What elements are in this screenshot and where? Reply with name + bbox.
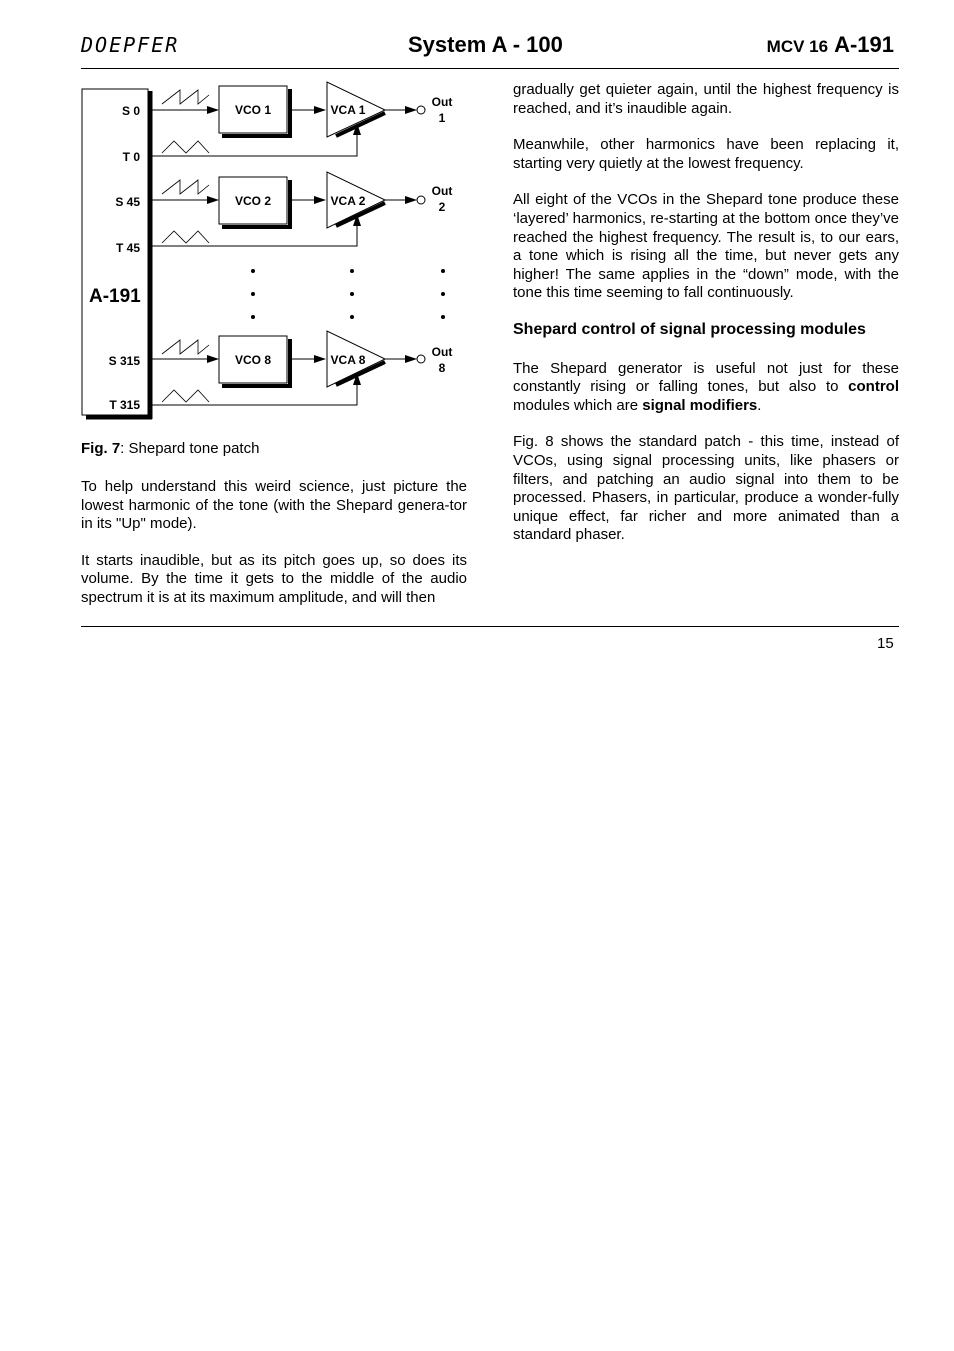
out-2-jack [417,196,425,204]
saw-wave-icon [162,90,209,104]
mcv-label: MCV 16 [766,37,829,56]
out-2-label: Out [431,184,453,198]
right-column [513,81,899,563]
paragraph: Meanwhile, other harmonics have been replacing it, starting very quietly at the lowest frequency. [513,136,899,172]
jack-t0: T 0 [122,150,140,164]
vca-8-label: VCA 8 [330,353,366,367]
out-1-label: Out [431,95,453,109]
vco-2-label: VCO 2 [234,194,272,208]
triangle-wave-icon [162,231,209,243]
jack-s0: S 0 [121,104,140,118]
brand-logo: DOEPFER [81,33,180,57]
out-8-jack [417,355,425,363]
figure-caption-label: Fig. 7 [81,440,121,457]
jack-t45: T 45 [115,241,140,255]
vca-2-label: VCA 2 [330,194,366,208]
paragraph: It starts inaudible, but as its pitch goes up, so does its volume. By the time it gets to the middle of the audio spectrum it is at its maximum amplitude, and will then [81,551,467,606]
ellipsis-dots [251,269,445,319]
figure-caption [81,440,259,457]
out-1-jack [417,106,425,114]
paragraph: All eight of the VCOs in the Shepard tone produce these ‘layered’ harmonics, re-starting at the bottom once they’ve reached the highest frequency. The result is, to our ears, a tone which is rising all the time, but never gets any higher! The same applies in the “down” mode, with the tone this time seeming to fall continuously. [513,191,899,302]
vca-1-label: VCA 1 [330,103,366,117]
saw-wave-icon [162,180,209,194]
page-number: 15 [877,635,894,652]
jack-t315: T 315 [109,398,140,412]
vco-1-label: VCO 1 [234,103,272,117]
paragraph: Fig. 8 shows the standard patch - this time, instead of VCOs, using signal processing units, like phasers or filters, and patching an audio signal into them to be processed. Phasers, in particular, produce a wonder-fully unique effect, far richer and more animated than a standard phaser. [513,433,899,544]
channel-1 [149,82,452,156]
triangle-wave-icon [162,390,209,402]
page-title: System A - 100 [408,32,563,57]
module-name: A-191 [89,286,141,307]
jack-s45: S 45 [115,195,140,209]
triangle-wave-icon [162,141,209,153]
paragraph: The Shepard generator is useful not just for these constantly rising or falling tones, but also to control modules which are signal modifiers. [513,359,899,414]
section-heading: Shepard control of signal processing modules [513,320,866,338]
jack-s315: S 315 [108,354,140,368]
footer-rule [81,626,899,627]
paragraph: gradually get quieter again, until the highest frequency is reached, and it’s inaudible again. [513,81,899,117]
paragraph: To help understand this weird science, just picture the lowest harmonic of the tone (with the Shepard genera-tor in its "Up" mode). [81,478,467,533]
vco-8-label: VCO 8 [234,353,272,367]
channel-2 [149,172,452,246]
out-8-label: Out [431,345,453,359]
figure-caption-text: : Shepard tone patch [120,440,260,457]
out-1-number: 1 [438,111,446,125]
left-column [81,478,467,626]
module-label: A-191 [834,32,894,57]
saw-wave-icon [162,340,209,354]
out-2-number: 2 [438,200,446,214]
channel-8 [149,331,452,405]
out-8-number: 8 [438,361,446,375]
